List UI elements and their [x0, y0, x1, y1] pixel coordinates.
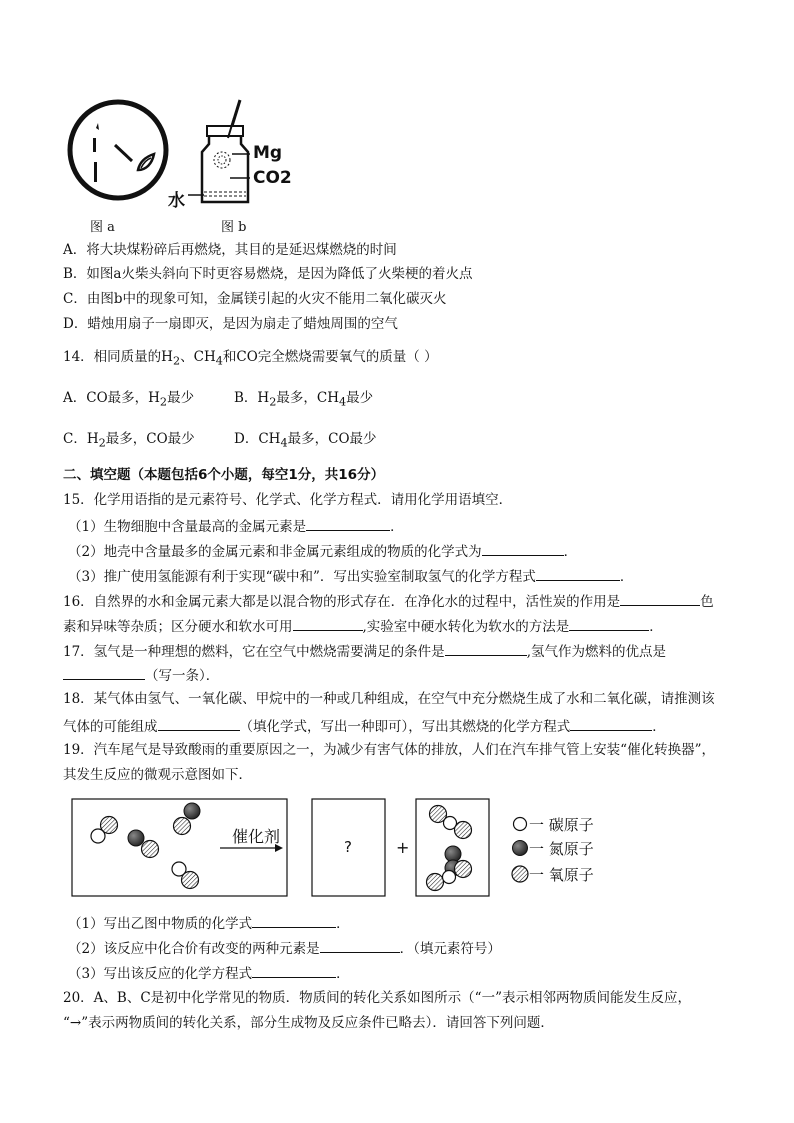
label-water: 水: [168, 191, 185, 211]
unknown-product-mark: ?: [344, 838, 352, 856]
q18-line-1: 18．某气体由氢气、一氧化碳、甲烷中的一种或几种组成，在空气中充分燃烧生成了水和二氧化碳，请推测该: [63, 691, 715, 707]
q14-option-d: D．$CH_4$最多，CO最少: [234, 431, 377, 450]
answer-blank[interactable]: [293, 616, 363, 631]
q17-line-1: 17．氢气是一种理想的燃料，它在空气中燃烧需要满足的条件是 ,氢气作为燃料的优点是: [63, 641, 666, 661]
q16-line-1: 16．自然界的水和金属元素大都是以混合物的形式存在．在净化水的过程中，活性炭的作用是 色: [63, 591, 714, 611]
legend-carbon-atom: 一 碳原子: [529, 816, 594, 834]
answer-blank[interactable]: [63, 665, 145, 680]
q14-option-b: B．$H_2$最多，$CH_4$最少: [234, 390, 374, 409]
answer-blank[interactable]: [620, 591, 700, 606]
q19-line-1: 19．汽车尾气是导致酸雨的重要原因之一，为减少有害气体的排放，人们在汽车排气管上安装“催化转换器”，: [63, 742, 715, 758]
label-co2: CO2: [253, 168, 292, 188]
q14-option-a: A．CO最多，$H_2$最少: [63, 390, 195, 409]
q20-line-1: 20．A、B、C是初中化学常见的物质．物质间的转化关系如图所示（“一”表示相邻两物质间能发生反应，: [63, 990, 691, 1006]
answer-blank[interactable]: [536, 566, 620, 581]
q19-sub-2: （2）该反应中化合价有改变的两种元素是 ．（填元素符号）: [68, 938, 501, 958]
q16-line-2: 素和异味等杂质；区分硬水和软水可用 ,实验室中硬水转化为软水的方法是 ．: [63, 616, 663, 636]
figure-a-caption: 图 a: [90, 220, 115, 235]
q14-option-c: C．$H_2$最多，CO最少: [63, 431, 195, 450]
answer-blank[interactable]: [482, 541, 564, 556]
answer-blank[interactable]: [445, 641, 527, 656]
answer-blank[interactable]: [252, 963, 336, 978]
answer-blank[interactable]: [320, 938, 400, 953]
q13-option-d: D．蜡烛用扇子一扇即灭，是因为扇走了蜡烛周围的空气: [63, 316, 398, 332]
q15-sub-2: （2）地壳中含量最多的金属元素和非金属元素组成的物质的化学式为 ．: [68, 541, 577, 561]
legend-oxygen-atom: 一 氧原子: [529, 866, 594, 884]
answer-blank[interactable]: [158, 716, 240, 731]
q13-option-a: A．将大块煤粉碎后再燃烧，其目的是延迟煤燃烧的时间: [63, 242, 397, 258]
figure-a-match-diagram: [66, 98, 176, 208]
q15-sub-3: （3）推广使用氢能源有利于实现“碳中和”．写出实验室制取氢气的化学方程式 ．: [68, 566, 633, 586]
q13-option-c: C．由图b中的现象可知，金属镁引起的火灾不能用二氧化碳灭火: [63, 291, 447, 307]
q19-line-2: 其发生反应的微观示意图如下．: [63, 767, 252, 783]
answer-blank[interactable]: [306, 516, 390, 531]
q15-stem: 15．化学用语指的是元素符号、化学式、化学方程式．请用化学用语填空．: [63, 492, 513, 508]
q20-line-2: “→”表示两物质间的转化关系，部分生成物及反应条件已略去）．请回答下列问题．: [63, 1015, 554, 1031]
q19-sub-3: （3）写出该反应的化学方程式 ．: [68, 963, 350, 983]
catalyst-label: 催化剂: [232, 827, 281, 846]
section-2-heading: 二、填空题（本题包括6个小题，每空1分，共16分）: [63, 467, 385, 483]
q19-sub-1: （1）写出乙图中物质的化学式 ．: [68, 913, 350, 933]
q13-option-b: B．如图a火柴头斜向下时更容易燃烧，是因为降低了火柴梗的着火点: [63, 266, 473, 282]
q15-sub-1: （1）生物细胞中含量最高的金属元素是 ．: [68, 516, 404, 536]
figure-b-caption: 图 b: [221, 220, 247, 235]
answer-blank[interactable]: [570, 716, 652, 731]
legend-nitrogen-atom: 一 氮原子: [529, 840, 594, 858]
answer-blank[interactable]: [252, 913, 336, 928]
label-mg: Mg: [253, 143, 283, 163]
q17-line-2: （写一条）．: [63, 665, 219, 685]
q14-stem: 14．相同质量的$H_2$、$CH_4$和CO完全燃烧需要氧气的质量（ ）: [63, 349, 438, 368]
answer-blank[interactable]: [569, 616, 649, 631]
q18-line-2: 气体的可能组成 （填化学式，写出一种即可），写出其燃烧的化学方程式 ．: [63, 716, 666, 736]
plus-sign: +: [396, 838, 410, 857]
